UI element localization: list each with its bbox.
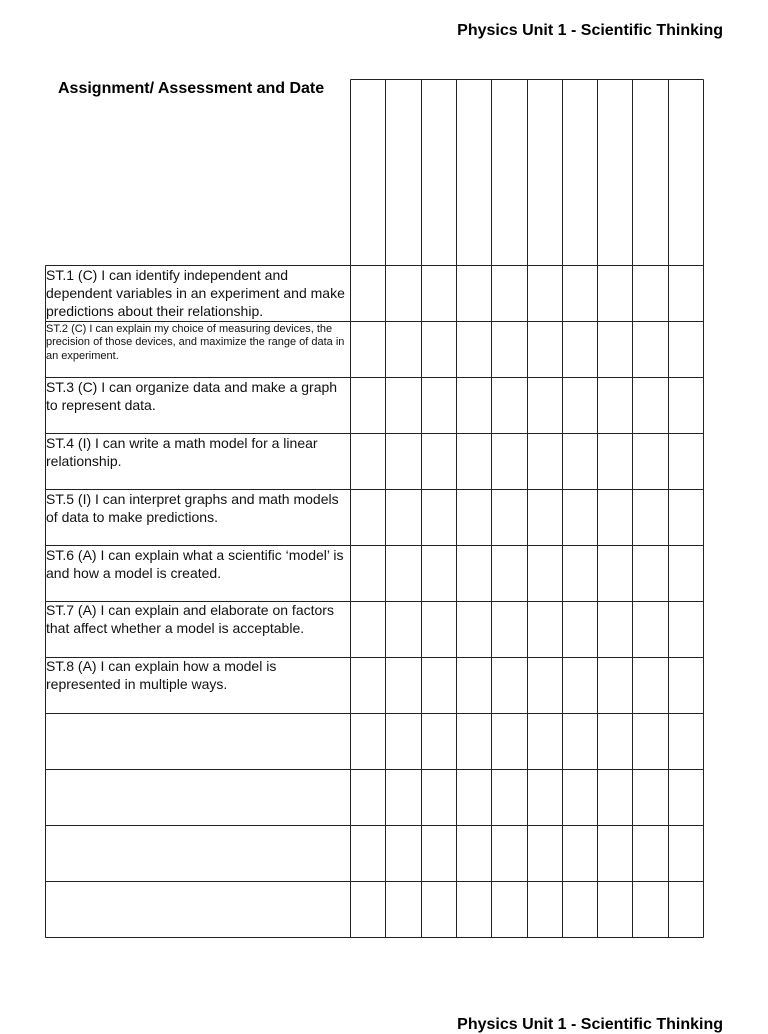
standard-row-text: ST.5 (I) I can interpret graphs and math models of data to make predictions. — [46, 491, 339, 525]
standard-row-text: ST.1 (C) I can identify independent and dependent variables in an experiment and make predictions about their relationship. — [46, 267, 345, 319]
standard-row-text: ST.7 (A) I can explain and elaborate on factors that affect whether a model is acceptable. — [46, 602, 334, 636]
standard-row-text: ST.8 (A) I can explain how a model is represented in multiple ways. — [46, 658, 277, 692]
standard-row-text: ST.2 (C) I can explain my choice of measuring devices, the precision of those devices, and maximize the range of data in an experiment. — [46, 323, 345, 362]
standard-row-text: ST.6 (A) I can explain what a scientific ‘model’ is and how a model is created. — [46, 547, 344, 581]
page-header-title: Physics Unit 1 - Scientific Thinking — [457, 22, 723, 39]
page-footer-title: Physics Unit 1 - Scientific Thinking — [457, 1016, 723, 1033]
standard-row-text: ST.3 (C) I can organize data and make a graph to represent data. — [46, 379, 338, 413]
standard-row-text: ST.4 (I) I can write a math model for a linear relationship. — [46, 435, 318, 469]
assessment-heading: Assignment/ Assessment and Date — [58, 80, 325, 97]
